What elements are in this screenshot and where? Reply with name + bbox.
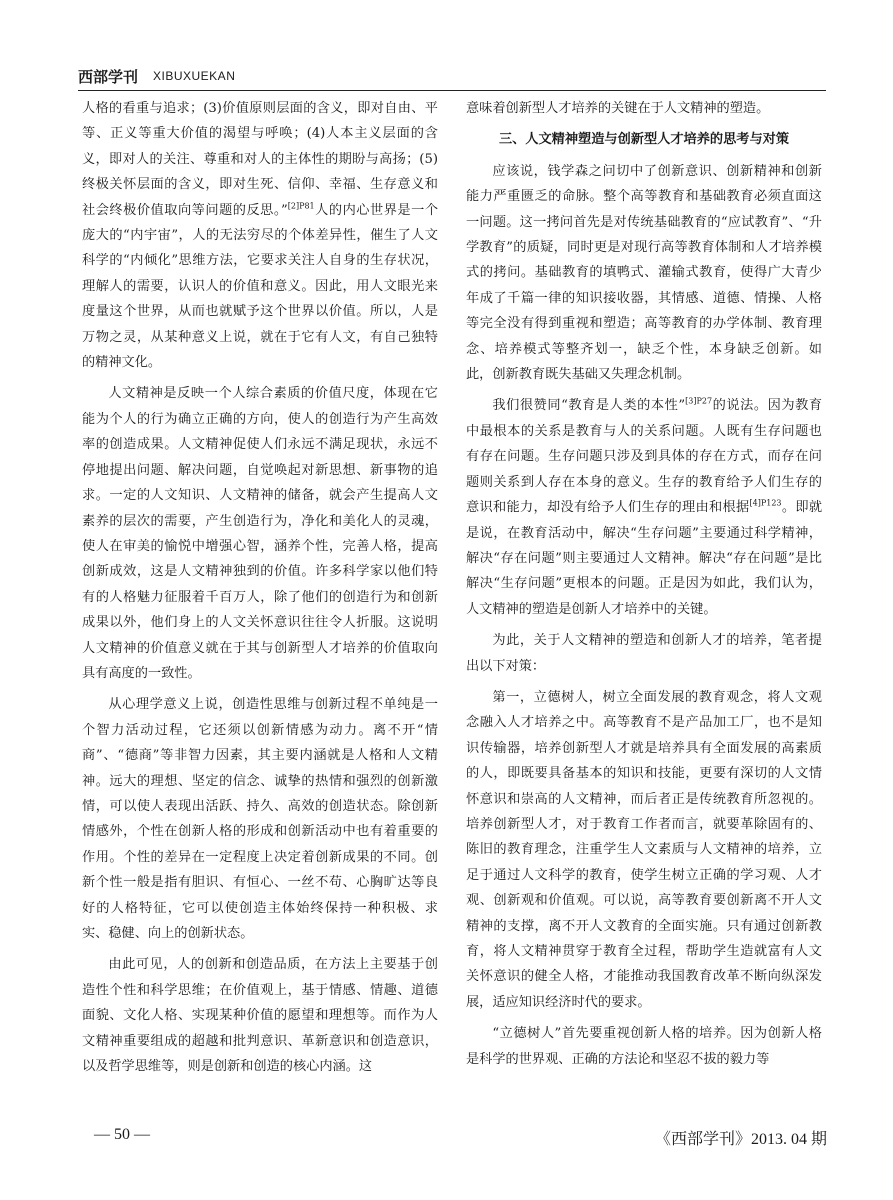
running-header (78, 60, 826, 91)
paragraph: 为此，关于人文精神的塑造和创新人才的培养，笔者提出以下对策： (466, 633, 822, 674)
citation: [2]P81 (287, 201, 315, 211)
paragraph: 应该说，钱学森之问切中了创新意识、创新精神和创新能力严重匮乏的命脉。整个高等教育和基础教育必须直面这一问题。这一拷问首先是对传统基础教育的“应试教育”、“升学教育”的质疑，同时更是对现行高等教育体制和人才培养模式的拷问。基础教育的填鸭式、灌输式教育，使得广大青少年成了千篇一律的知识接收器，其情感、道德、情操、人格等完全没有得到重视和塑造；高等教育的办学体制、教育理念、培养模式等整齐划一，缺乏个性，本身缺乏创新。如此，创新教育既失基础又失理念机制。 (466, 163, 822, 383)
citation: [4]P123 (749, 498, 782, 508)
paragraph: 人文精神是反映一个人综合素质的价值尺度，体现在它能为个人的行为确立正确的方向，使人的创造行为产生高效率的创造成果。人文精神促使人们永远不满足现状，永远不停地提出问题、解决问题，自觉唤起对新思想、新事物的追求。一定的人文知识、人文精神的储备，就会产生提高人文素养的层次的需要，产生创造行为，净化和美化人的灵魂，使人在审美的愉悦中增强心智，涵养个性，完善人格，提高创新成效，这是人文精神独到的价值。许多科学家以他们特有的人格魅力征服着千百万人，除了他们的创造行为和创新成果以外，他们身上的人文关怀意识往往令人折服。这说明人文精神的价值意义就在于其与创新型人才培养的价值取向具有高度的一致性。 (82, 386, 438, 681)
issue-label: 《西部学刊》2013. 04 期 (654, 1131, 827, 1148)
left-column (82, 96, 438, 1116)
right-column (466, 96, 822, 1116)
journal-title-cn: 西部学刊 (78, 68, 139, 86)
paragraph: 第一，立德树人，树立全面发展的教育观念，将人文观念融入人才培养之中。高等教育不是产品加工厂，也不是知识传输器，培养创新型人才就是培养具有全面发展的高素质的人，即既要具备基本的知识和技能，更要有深切的人文情怀意识和崇高的人文精神，而后者正是传统教育所忽视的。培养创新型人才，对于教育工作者而言，就要革除固有的、陈旧的教育理念，注重学生人文素质与人文精神的培养，立足于通过人文科学的教育，使学生树立正确的学习观、人才观、创新观和价值观。可以说，高等教育要创新离不开人文精神的支撑，离不开人文教育的全面实施。只有通过创新教育，将人文精神贯穿于教育全过程，帮助学生造就富有人文关怀意识的健全人格，才能推动我国教育改革不断向纵深发展，适应知识经济时代的要求。 (466, 689, 822, 1010)
paragraph: “立德树人”首先要重视创新人格的培养。因为创新人格是科学的世界观、正确的方法论和坚忍不拔的毅力等 (466, 1026, 822, 1067)
paragraph: 意味着创新型人才培养的关键在于人文精神的塑造。 (466, 101, 770, 116)
section-heading: 三、人文精神塑造与创新型人才培养的思考与对策 (498, 132, 790, 148)
journal-title-en: XIBUXUEKAN (153, 69, 236, 83)
paragraph: 由此可见，人的创新和创造品质，在方法上主要基于创造性个性和科学思维；在价值观上，基于情感、情趣、道德面貌、文化人格、实现某种价值的愿望和理想等。而作为人文精神重要组成的超越和批判意识、革新意识和创造意识，以及哲学思维等，则是创新和创造的核心内涵。这 (82, 957, 438, 1075)
page-number: — 50 — (94, 1126, 150, 1143)
citation: [3]P27 (685, 397, 713, 407)
paragraph: 人格的看重与追求；(3)价值原则层面的含义，即对自由、平等、正义等重大价值的渴望与呼唤；(4)人本主义层面的含义，即对人的关注、尊重和对人的主体性的期盼与高扬；(5)终极关怀层面的含义，即对生死、信仰、幸福、生存意义和社会终极价值取向等问题的反思。”$^{[2]P81}$人的内心世界是一个庞大的“内宇宙”，人的无法穷尽的个体差异性，催生了人文科学的“内倾化”思维方法，它要求关注人自身的生存状况，理解人的需要，认识人的价值和意义。因此，用人文眼光来度量这个世界，从而也就赋予这个世界以价值。所以，人是万物之灵，从某种意义上说，就在于它有人文，有自己独特的精神文化。 (82, 101, 438, 371)
paragraph: 从心理学意义上说，创造性思维与创新过程不单纯是一个智力活动过程，它还须以创新情感为动力。离不开“情商”、“德商”等非智力因素，其主要内涵就是人格和人文精神。远大的理想、坚定的信念、诚挚的热情和强烈的创新激情，可以使人表现出活跃、持久、高效的创造状态。除创新情感外，个性在创新人格的形成和创新活动中也有着重要的作用。个性的差异在一定程度上决定着创新成果的不同。创新个性一般是指有胆识、有恒心、一丝不苟、心胸旷达等良好的人格特征，它可以使创造主体始终保持一种积极、求实、稳健、向上的创新状态。 (82, 697, 438, 941)
paragraph: 我们很赞同“教育是人类的本性”$^{[3]P27}$的说法。因为教育中最根本的关系是教育与人的关系问题。人既有生存问题也有存在问题。生存问题只涉及到具体的存在方式，而存在问题则关系到人存在本身的意义。生存的教育给予人们生存的意识和能力，却没有给予人们生存的理由和根据$^{[4]P123}$。即就是说，在教育活动中，解决“生存问题”主要通过科学精神，解决“存在问题”则主要通过人文精神。解决“存在问题”是比解决“生存问题”更根本的问题。正是因为如此，我们认为，人文精神的塑造是创新人才培养中的关键。 (466, 397, 822, 617)
